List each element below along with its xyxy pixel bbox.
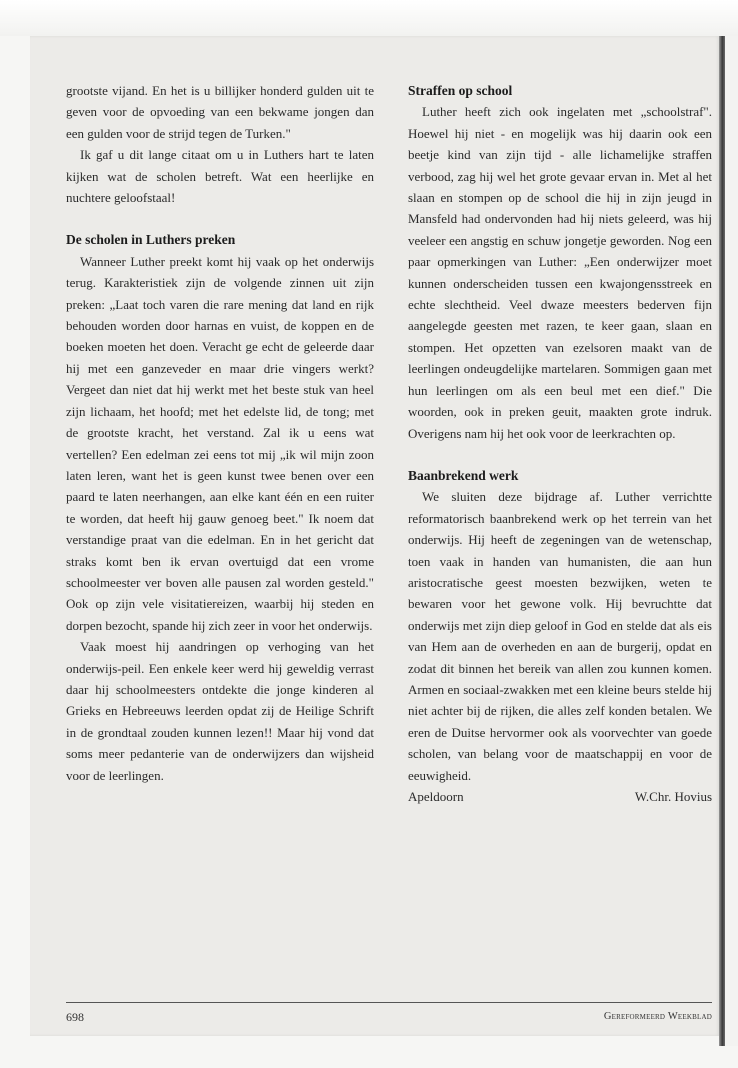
scan-right-margin: [725, 36, 738, 1046]
paragraph-onderwijs-peil: Vaak moest hij aandringen op verhoging van het onderwijs-peil. Een enkele keer werd hij geweldig verrast daar hij schoolmeesters ontdekte die jonge kinderen al Grieks en Hebreeuws leerden opdat zij de Heilige Schrift in de grondtaal zouden kunnen lezen!! Maar hij vond dat soms meer pedanterie van de onderwijzers dan wijsheid voor de leerlingen.: [66, 639, 374, 783]
signoff-author: W.Chr. Hovius: [634, 789, 712, 804]
left-column: [66, 80, 374, 786]
section-heading-baanbrekend: Baanbrekend werk: [408, 467, 519, 483]
page-number: 698: [66, 1010, 84, 1024]
section-heading-scholen-in-preken: De scholen in Luthers preken: [66, 232, 236, 248]
paragraph-straffen: Luther heeft zich ook ingelaten met „schoolstraf". Hoewel hij niet - en mogelijk was hij daarin ook een beetje kind van zijn tijd - alle lichamelijke straffen verbood, zag hij wel het grote gevaar ervan in. Met al het slaan en stompen op de school die hij in zijn jeugd in Mansfeld had ondervonden had hij niets geleerd, was hij veeleer een angstig en schuw jongetje geworden. Nog een paar opmerkingen van Luther: „Een onderwijzer moet kunnen onderscheiden tussen een kwajongensstreek en echte slechtheid. Veel dwaze meesters bederven fijn aangelegde geesten met razen, te keer gaan, slaan en stompen. Het opzetten van ezelsoren maakt van de leerlingen ondeugdelijke martelaren. Sommigen gaan met hun leerlingen om als een beul met een dief." Die woorden, ook in preken geuit, maakten grote indruk. Overigens nam hij het ook voor de leerkrachten op.: [408, 104, 712, 441]
paragraph-baanbrekend: We sluiten deze bijdrage af. Luther verrichtte reformatorisch baanbrekend werk op het terrein van het onderwijs. Hij heeft de zegeningen van de wetenschap, toen vaak in handen van humanisten, die aan hun aristocratische geest moesten bezwijken, weten te bewaren voor het gewone volk. Hij bevruchtte dat onderwijs met zijn diep geloof in God en stelde dat als eis van Hem aan de overheden en aan de burgerij, opdat en zodat dit binnen het bereik van allen zou kunnen komen. Armen en sociaal-zwakken met een kleine beurs stelde hij niet achter bij de rijken, die alles zelf konden betalen. We eren de Duitse hervormer ook als voorvechter van goede scholen, van belang voor de maatschappij en voor de eeuwigheid.: [408, 489, 712, 783]
scan-margin: [0, 0, 738, 36]
footer-rule: [66, 1002, 712, 1003]
publication-name: Gereformeerd Weekblad: [603, 1011, 712, 1022]
signoff-place: Apeldoorn: [408, 789, 464, 804]
article-signoff: [408, 786, 712, 807]
paragraph-citation-comment: Ik gaf u dit lange citaat om u in Luthers hart te laten kijken wat de scholen betreft. Wat een heerlijke en nuchtere geloofstaal!: [66, 147, 374, 206]
paragraph-preken: Wanneer Luther preekt komt hij vaak op het onderwijs terug. Karakteristiek zijn de volgende zinnen uit zijn preken: „Laat toch varen die rare mening dat land en rijk behouden worden door harnas en vuist, de koppen en de boeken moeten het doen. Veracht ge echt de geleerde daar hij met een ganzeveder en maar drie vingers werkt? Vergeet dan niet dat hij werkt met het beste stuk van heel zijn lichaam, het hoofd; met het edelste lid, de tong; met de grootste kracht, het verstand. Zal ik u eens wat vertellen? Een edelman zei eens tot mij „ik wil mijn zoon laten leren, want het is geen kunst twee benen over een paard te laten neerhangen, aan elke kant één en een ruiter te worden, dat heeft hij gauw genoeg beet." Ik noem dat verstandige praat van die edelman. En in het gericht dat straks komt ben ik ervan overtuigd dat een vrome schoolmeester ver boven alle pausen zal worden gesteld." Ook op zijn vele visitatiereizen, waarbij hij steden en dorpen bezocht, spande hij zich zeer in voor het onderwijs.: [66, 253, 374, 633]
section-heading-straffen: Straffen op school: [408, 83, 513, 98]
right-column: [408, 80, 712, 807]
paragraph-continuation: grootste vijand. En het is u billijker honderd gulden uit te geven voor de opvoeding van een bekwame jongen dan een gulden voor de strijd tegen de Turken.": [66, 83, 374, 141]
